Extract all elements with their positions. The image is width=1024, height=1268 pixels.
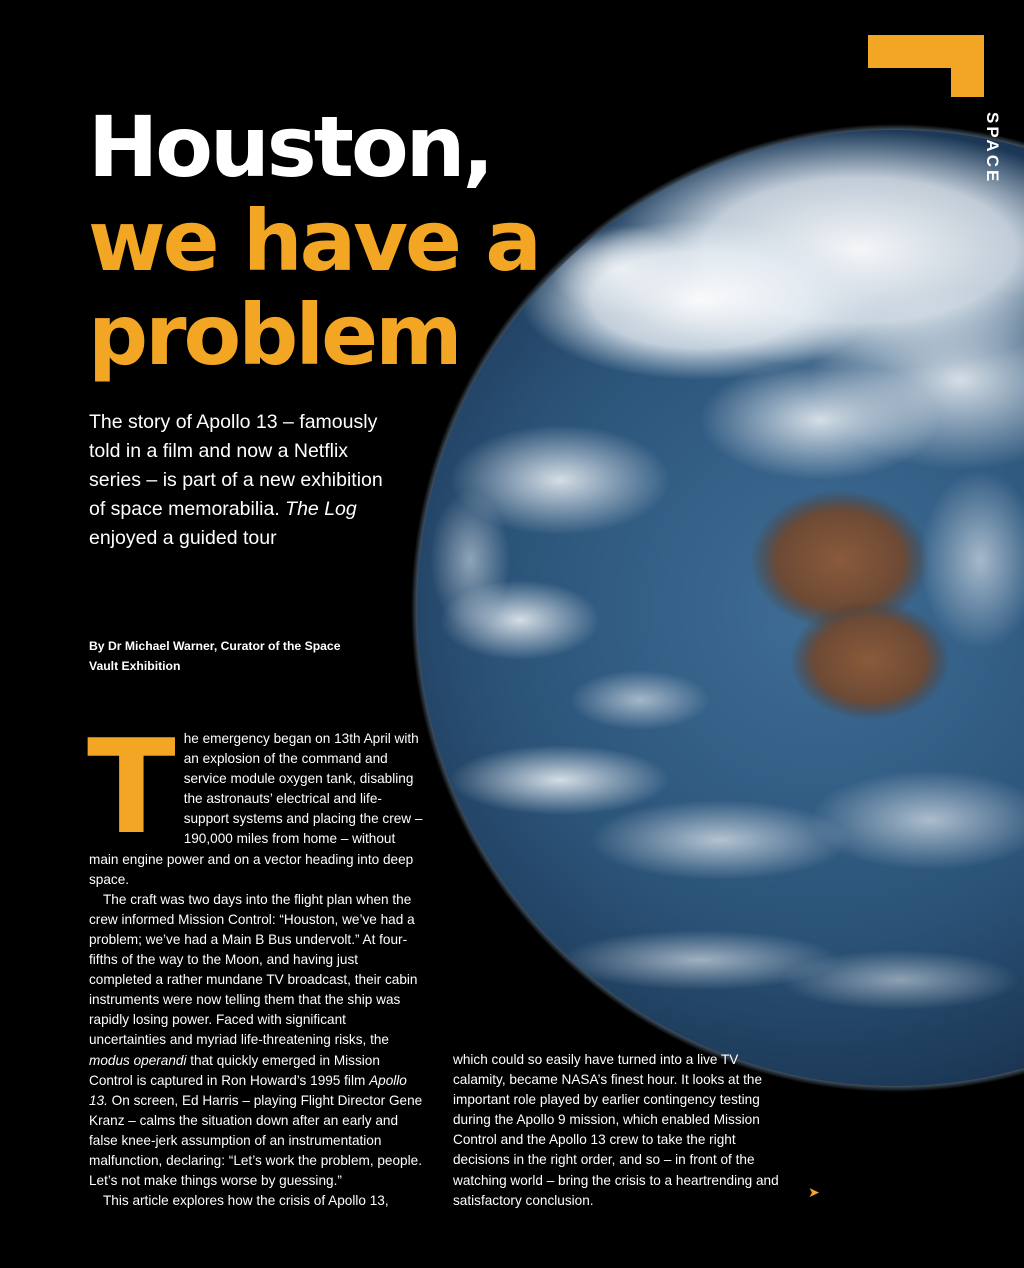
- body-text: On screen, Ed Harris – playing Flight Director Gene Kranz – calms the situation down after an early and false knee-jerk assumption of an instrumentation malfunction, declaring: “Let’s work the problem, people. Let’s not make things worse by guessing.”: [89, 1092, 423, 1189]
- body-paragraph-1: he emergency began on 13th April with an explosion of the command and service module oxygen tank, disabling the astronauts’ electrical and life-support systems and placing the crew – 190,000 miles from home – without main engine power and on a vector heading into deep space.: [89, 731, 423, 887]
- headline: [88, 100, 539, 382]
- section-label: SPACE: [983, 112, 1002, 185]
- standfirst: [89, 408, 399, 553]
- body-column-2: [453, 1050, 793, 1211]
- byline: By Dr Michael Warner, Curator of the Space Vault Exhibition: [89, 639, 341, 673]
- body-text: The craft was two days into the flight plan when the crew informed Mission Control: “Houston, we’ve had a problem; we’ve had a Main B Bus undervolt.” At four-fifths of the way to the Moon, and having just completed a rather mundane TV broadcast, their cabin instruments were now telling them that the ship was rapidly losing power. Faced with significant uncertainties and myriad life-threatening risks, the: [89, 891, 418, 1048]
- body-column-1: [87, 711, 424, 1211]
- headline-line-3: problem: [88, 286, 460, 384]
- drop-cap: T: [87, 711, 176, 863]
- body-italic: Apollo 13.: [89, 1072, 407, 1108]
- body-italic: modus operandi: [89, 1052, 187, 1068]
- body-paragraph-2: [89, 890, 424, 1191]
- standfirst-publication: The Log: [285, 498, 357, 520]
- body-paragraph-4: which could so easily have turned into a live TV calamity, became NASA’s finest hour. It looks at the important role played by earlier contingency testing during the Apollo 9 mission, which enabled Mission Control and the Apollo 13 crew to take the right decisions in the right order, and so – in front of the watching world – bring the crisis to a heartrending and satisfactory conclusion.: [453, 1052, 779, 1208]
- body-text: that quickly emerged in Mission Control is captured in Ron Howard’s 1995 film: [89, 1052, 380, 1088]
- arrowhead-icon: ➤: [808, 1184, 820, 1200]
- corner-bracket-icon: [868, 35, 984, 97]
- headline-line-2: we have a: [88, 192, 539, 290]
- body-paragraph-3: This article explores how the crisis of Apollo 13,: [103, 1193, 389, 1209]
- standfirst-text-end: enjoyed a guided tour: [89, 527, 277, 549]
- headline-line-1: Houston,: [88, 98, 492, 196]
- standfirst-text: The story of Apollo 13 – famously told in a film and now a Netflix series – is part of a new exhibition of space memorabilia.: [89, 411, 383, 520]
